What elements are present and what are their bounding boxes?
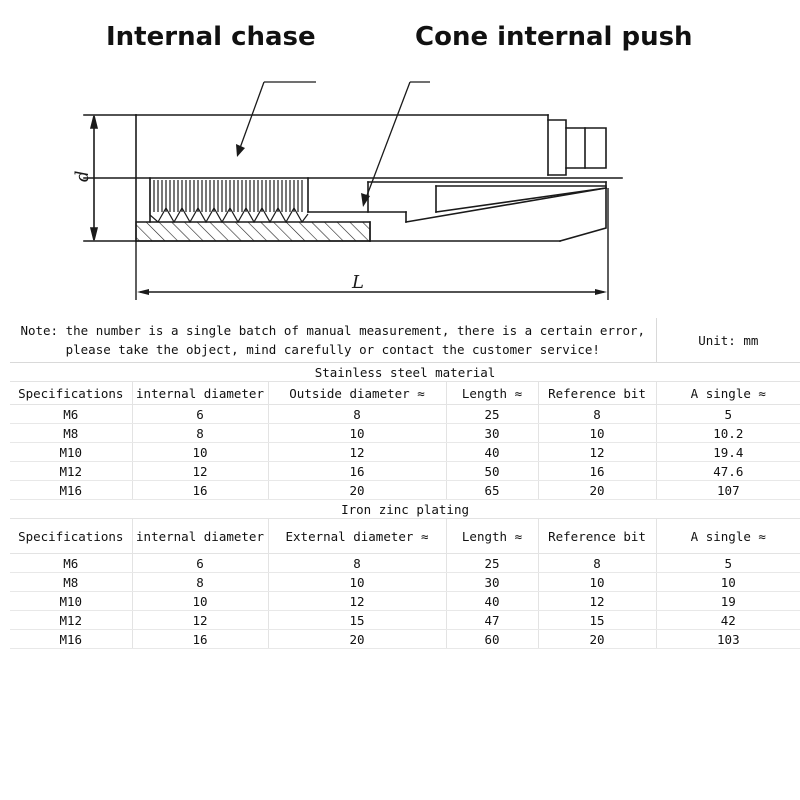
table-cell: M16 <box>10 630 132 649</box>
table-cell: 50 <box>446 462 538 481</box>
table-cell: 19 <box>656 592 800 611</box>
table-cell: M12 <box>10 462 132 481</box>
table-cell: 8 <box>268 405 446 424</box>
table-row <box>10 481 800 500</box>
table-cell: 12 <box>132 611 268 630</box>
table-cell: 8 <box>132 424 268 443</box>
column-header: Outside diameter ≈ <box>268 382 446 405</box>
header-row <box>10 382 800 405</box>
table-cell: 10 <box>538 424 656 443</box>
table-cell: 15 <box>268 611 446 630</box>
table-cell: 6 <box>132 405 268 424</box>
table-cell: 60 <box>446 630 538 649</box>
table-cell: M8 <box>10 424 132 443</box>
table-cell: 16 <box>538 462 656 481</box>
table-cell: 25 <box>446 405 538 424</box>
table-cell: 10 <box>268 573 446 592</box>
note-row <box>10 318 800 363</box>
table-cell: 65 <box>446 481 538 500</box>
table-row <box>10 424 800 443</box>
table-cell: 20 <box>268 630 446 649</box>
table-cell: 10 <box>132 443 268 462</box>
section-title: Iron zinc plating <box>10 500 800 519</box>
unit-cell: Unit: mm <box>656 318 800 363</box>
table-cell: 8 <box>268 554 446 573</box>
table-row <box>10 573 800 592</box>
table-cell: 6 <box>132 554 268 573</box>
column-header: Length ≈ <box>446 519 538 554</box>
table-cell: M16 <box>10 481 132 500</box>
table-cell: 8 <box>132 573 268 592</box>
table-cell: 10 <box>656 573 800 592</box>
cone-internal-push-title: Cone internal push <box>415 22 693 52</box>
column-header: Reference bit <box>538 382 656 405</box>
table-row <box>10 611 800 630</box>
note-cell <box>10 318 656 363</box>
stainless-steel-section <box>10 363 800 500</box>
column-header: Specifications <box>10 382 132 405</box>
table-cell: 10 <box>268 424 446 443</box>
table-cell: 103 <box>656 630 800 649</box>
table-cell: 5 <box>656 405 800 424</box>
column-header: internal diameter <box>132 382 268 405</box>
column-header: A single ≈ <box>656 382 800 405</box>
table-row <box>10 554 800 573</box>
table-cell: 42 <box>656 611 800 630</box>
table-cell: 15 <box>538 611 656 630</box>
table-cell: 107 <box>656 481 800 500</box>
table-cell: M6 <box>10 405 132 424</box>
column-header: External diameter ≈ <box>268 519 446 554</box>
table-cell: M12 <box>10 611 132 630</box>
table-row <box>10 405 800 424</box>
dimension-arrow-L-left <box>137 289 149 295</box>
table-cell: 10 <box>132 592 268 611</box>
table-cell: 30 <box>446 424 538 443</box>
hatched-wall <box>136 222 370 241</box>
section-title: Stainless steel material <box>10 363 800 382</box>
column-header: internal diameter <box>132 519 268 554</box>
table-cell: 20 <box>538 481 656 500</box>
note-line-2: please take the object, mind carefully or contact the customer service! <box>65 342 600 357</box>
iron-zinc-section <box>10 500 800 649</box>
dimension-label-d: d <box>72 170 93 182</box>
table-cell: M6 <box>10 554 132 573</box>
table-cell: 12 <box>538 443 656 462</box>
column-header: A single ≈ <box>656 519 800 554</box>
table-cell: 10.2 <box>656 424 800 443</box>
table-cell: 16 <box>268 462 446 481</box>
table-cell: 19.4 <box>656 443 800 462</box>
dimension-arrow-d-bottom <box>91 228 97 240</box>
table-cell: M10 <box>10 592 132 611</box>
column-header: Reference bit <box>538 519 656 554</box>
table-cell: 12 <box>132 462 268 481</box>
column-header: Length ≈ <box>446 382 538 405</box>
internal-chase-title: Internal chase <box>106 22 316 52</box>
table-cell: 16 <box>132 481 268 500</box>
table-cell: 40 <box>446 443 538 462</box>
table-cell: 25 <box>446 554 538 573</box>
table-cell: 5 <box>656 554 800 573</box>
slot-end <box>548 120 606 175</box>
header-row <box>10 519 800 554</box>
table-cell: 10 <box>538 573 656 592</box>
table-cell: 20 <box>538 630 656 649</box>
column-header: Specifications <box>10 519 132 554</box>
dimension-arrow-d-top <box>91 116 97 128</box>
table-row <box>10 630 800 649</box>
note-line-1: Note: the number is a single batch of manual measurement, there is a certain error, <box>20 323 646 338</box>
table-cell: 12 <box>538 592 656 611</box>
table-row <box>10 443 800 462</box>
anchor-technical-drawing <box>0 0 800 310</box>
table-cell: 16 <box>132 630 268 649</box>
table-row <box>10 462 800 481</box>
table-cell: M10 <box>10 443 132 462</box>
table-row <box>10 592 800 611</box>
specification-table <box>10 318 800 649</box>
table-cell: 47.6 <box>656 462 800 481</box>
dimension-arrow-L-right <box>595 289 607 295</box>
table-cell: 8 <box>538 554 656 573</box>
internal-thread <box>150 178 308 222</box>
dimension-label-L: L <box>352 272 364 293</box>
table-cell: 12 <box>268 592 446 611</box>
table-cell: 30 <box>446 573 538 592</box>
table-cell: 12 <box>268 443 446 462</box>
table-cell: M8 <box>10 573 132 592</box>
table-cell: 20 <box>268 481 446 500</box>
table-cell: 8 <box>538 405 656 424</box>
table-cell: 40 <box>446 592 538 611</box>
table-cell: 47 <box>446 611 538 630</box>
